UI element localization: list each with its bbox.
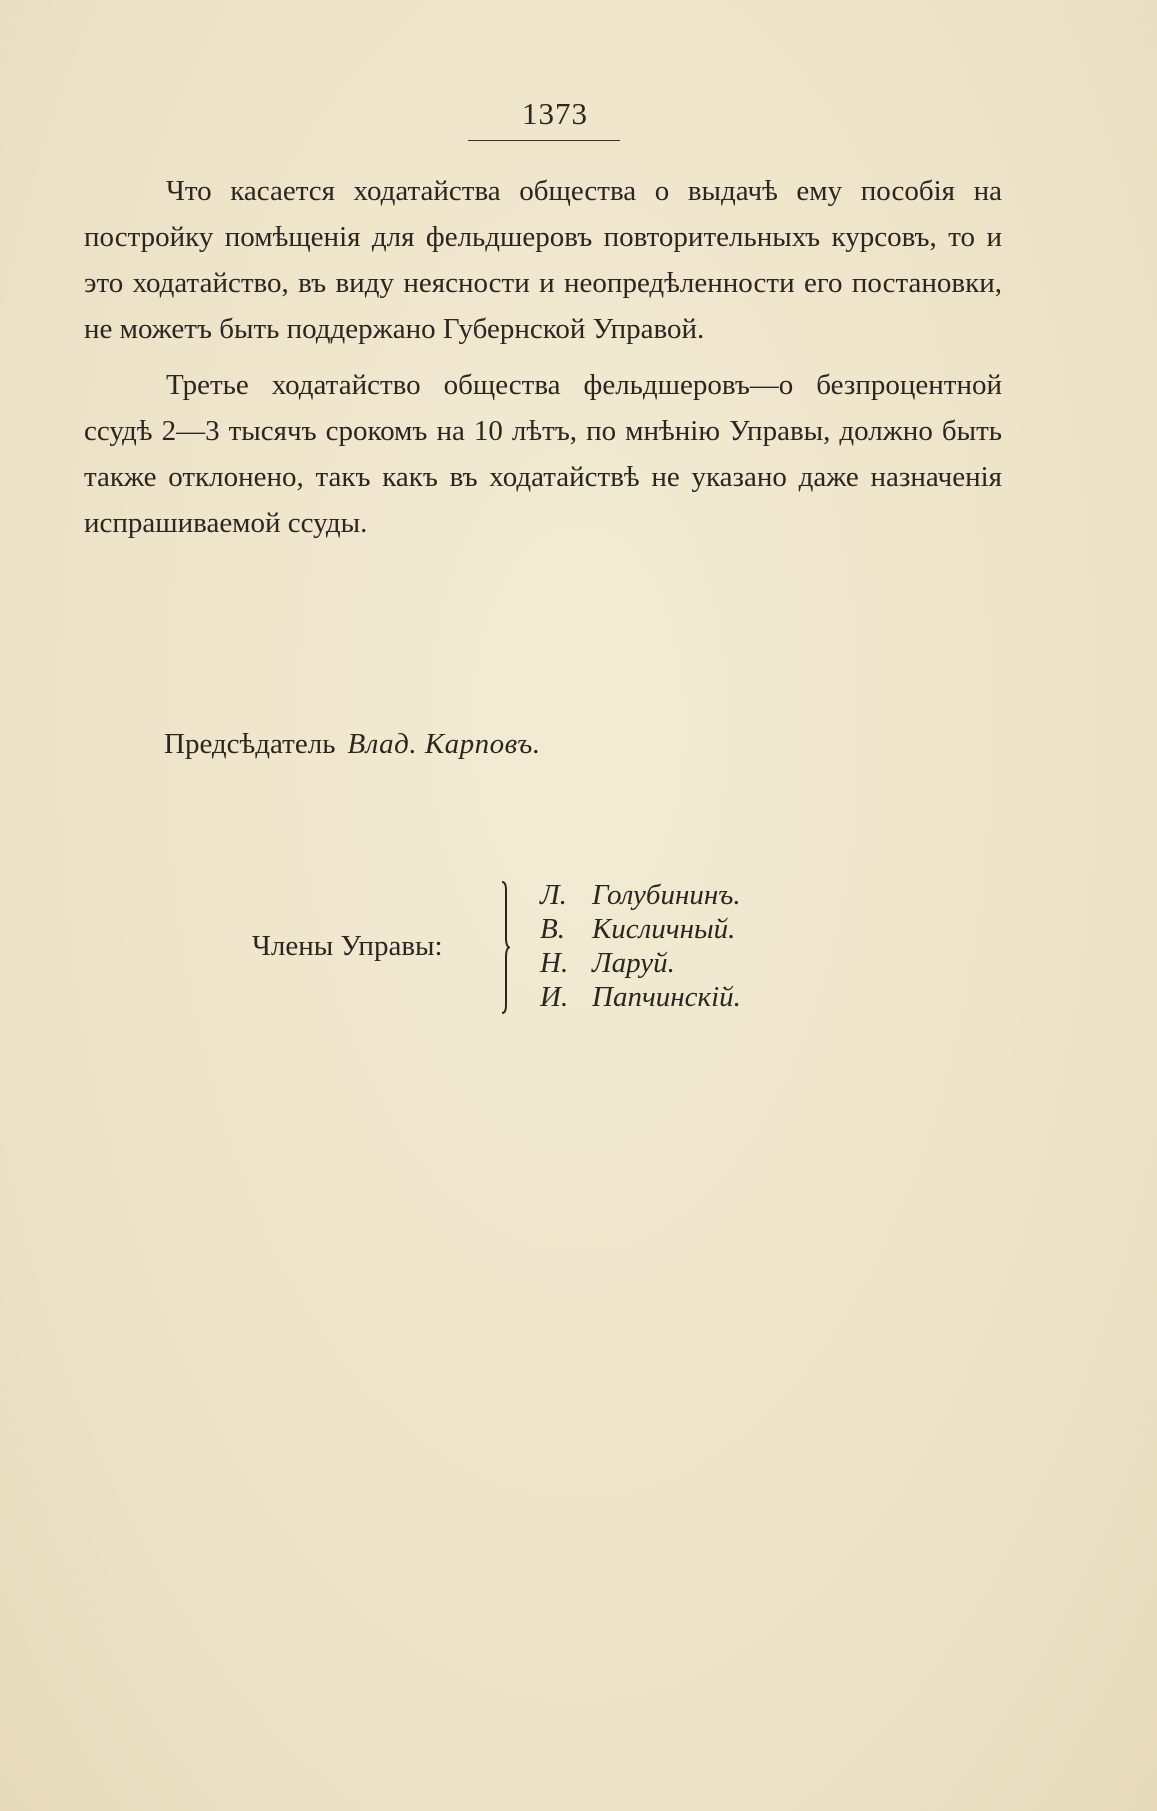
members-brace (496, 880, 510, 1015)
member-initial: И. (540, 981, 569, 1013)
member-row (540, 946, 741, 980)
members-list (540, 878, 741, 1014)
member-initial: Н. (540, 947, 569, 979)
paragraph-1: Что касается ходатайства общества о выдачѣ ему пособія на постройку помѣщенія для фельдшеровъ повторительныхъ курсовъ, то и это ходатайство, въ виду неясности и неопредѣленности его постановки, не можетъ быть поддержано Губернской Управой. (84, 175, 1002, 345)
member-name: Голубининъ. (592, 879, 741, 911)
member-name: Папчинскій. (592, 981, 741, 1013)
paragraph-2: Третье ходатайство общества фельдшеровъ—о безпроцентной ссудѣ 2—3 тысячъ срокомъ на 10 лѣтъ, по мнѣнію Управы, должно быть также отклонено, такъ какъ въ ходатайствѣ не указано даже назначенія испрашиваемой ссуды. (84, 369, 1002, 539)
member-row (540, 912, 741, 946)
chairman-signature: Влад. Карповъ. (347, 728, 541, 760)
member-row (540, 878, 741, 912)
member-initial: Л. (540, 879, 567, 911)
chairman-title: Предсѣдатель (164, 728, 336, 760)
page-number: 1373 (522, 96, 588, 131)
member-name: Ларуй. (592, 947, 675, 979)
member-initial: В. (540, 913, 565, 945)
members-label: Члены Управы: (252, 930, 443, 962)
member-row (540, 980, 741, 1014)
header-rule (468, 140, 620, 141)
body-text (84, 168, 1002, 556)
chairman-line (164, 728, 541, 761)
member-name: Кисличный. (592, 913, 736, 945)
